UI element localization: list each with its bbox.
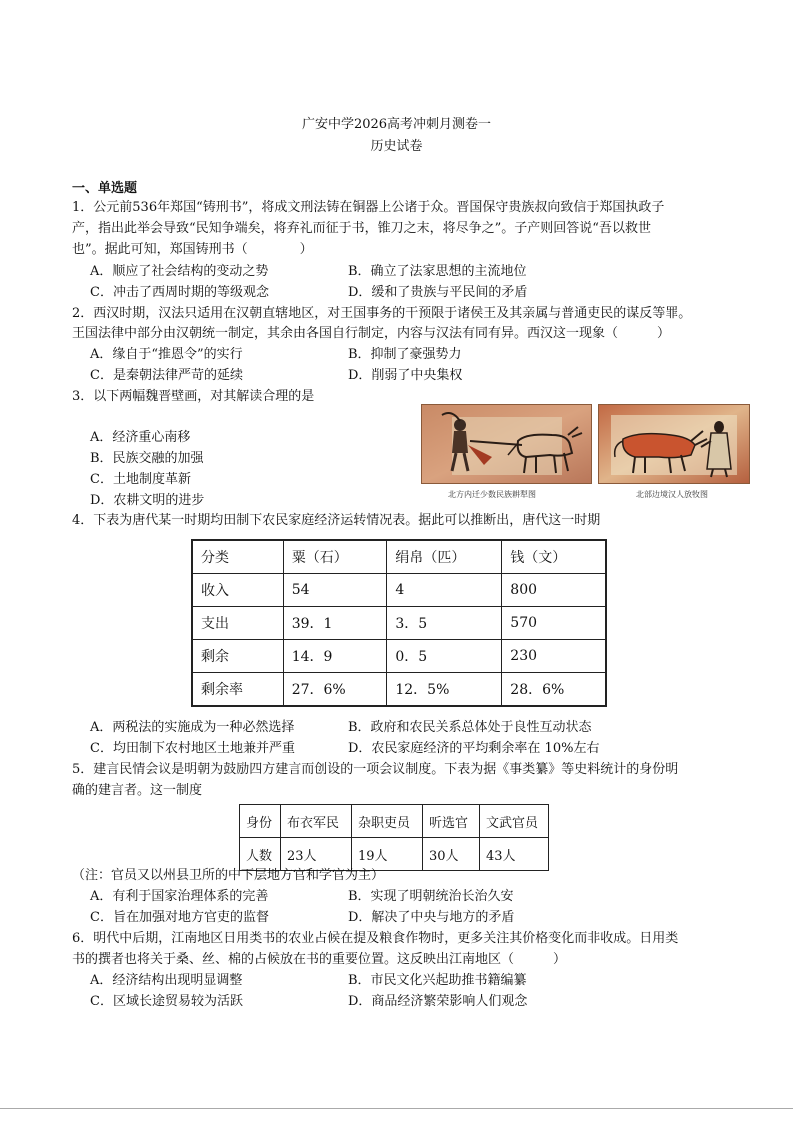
table-cell: 支出 [192, 607, 283, 640]
q3-option-a[interactable]: A．经济重心南移 [90, 430, 191, 445]
q6-text-line1: 6．明代中后期，江南地区日用类书的农业占候在提及粮食作物时，更多关注其价格变化而非收成。日用类 [72, 931, 679, 946]
q6-option-d[interactable]: D．商品经济繁荣影响人们观念 [348, 994, 528, 1009]
table-cell: 39．1 [283, 607, 387, 640]
table-header-cell: 分类 [192, 540, 283, 574]
q1-option-b[interactable]: B．确立了法家思想的主流地位 [348, 264, 527, 279]
table-cell: 43人 [480, 838, 549, 871]
q5-option-d[interactable]: D．解决了中央与地方的矛盾 [348, 910, 515, 925]
table-row [192, 607, 606, 640]
q2-option-a[interactable]: A．缘自于“推恩令”的实行 [90, 347, 243, 362]
table-cell: 54 [283, 574, 387, 607]
q1-option-c[interactable]: C．冲击了西周时期的等级观念 [90, 285, 269, 300]
q1-text-line2: 产，指出此举会导致“民知争端矣，将弃礼而征于书，锥刀之末，将尽争之”。子产则回答说“吾以救世 [72, 221, 651, 236]
exam-subtitle: 历史试卷 [370, 139, 423, 154]
q6-text-line2: 书的撰者也将关于桑、丝、棉的占候放在书的重要位置。这反映出江南地区（ ） [72, 952, 567, 967]
table-cell: 12．5% [387, 673, 502, 707]
table-cell: 3．5 [387, 607, 502, 640]
q4-option-d[interactable]: D．农民家庭经济的平均剩余率在 10%左右 [348, 741, 600, 756]
q4-economy-table [191, 539, 607, 707]
table-header-cell: 文武官员 [480, 805, 549, 838]
q6-option-b[interactable]: B．市民文化兴起助推书籍编纂 [348, 973, 527, 988]
table-cell: 剩余率 [192, 673, 283, 707]
table-header-cell: 杂职吏员 [352, 805, 423, 838]
plowing-scene-icon [422, 405, 591, 483]
q1-option-a[interactable]: A．顺应了社会结构的变动之势 [90, 264, 269, 279]
q5-note: （注：官员又以州县卫所的中下层地方官和学官为主） [72, 868, 385, 883]
q5-text-line2: 确的建言者。这一制度 [72, 783, 203, 798]
table-cell: 28．6% [502, 673, 606, 707]
table-cell: 4 [387, 574, 502, 607]
q6-option-a[interactable]: A．经济结构出现明显调整 [90, 973, 243, 988]
table-cell: 19人 [352, 838, 423, 871]
table-cell: 14．9 [283, 640, 387, 673]
q5-option-b[interactable]: B．实现了明朝统治长治久安 [348, 889, 514, 904]
herding-scene-icon [599, 405, 749, 483]
table-cell: 23人 [281, 838, 352, 871]
mural-herding-image [598, 404, 750, 484]
table-header-cell: 绢帛（匹） [387, 540, 502, 574]
table-header-row [240, 805, 549, 838]
q2-option-b[interactable]: B．抑制了豪强势力 [348, 347, 462, 362]
q5-proposer-table [239, 804, 549, 871]
mural-herding-caption: 北部边境汉人放牧图 [636, 490, 708, 499]
q5-option-a[interactable]: A．有利于国家治理体系的完善 [90, 889, 269, 904]
table-header-cell: 身份 [240, 805, 281, 838]
table-cell: 收入 [192, 574, 283, 607]
table-header-cell: 钱（文） [502, 540, 606, 574]
q1-text-line1: 1．公元前536年郑国“铸刑书”，将成文刑法铸在铜器上公诸于众。晋国保守贵族叔向致信于郑国执政子 [72, 200, 665, 215]
table-cell: 230 [502, 640, 606, 673]
table-header-cell: 粟（石） [283, 540, 387, 574]
table-cell: 0．5 [387, 640, 502, 673]
q4-option-a[interactable]: A．两税法的实施成为一种必然选择 [90, 720, 295, 735]
table-cell: 570 [502, 607, 606, 640]
q4-text-line1: 4．下表为唐代某一时期均田制下农民家庭经济运转情况表。据此可以推断出，唐代这一时期 [72, 513, 601, 528]
q2-text-line2: 王国法律中部分由汉朝统一制定，其余由各国自行制定，内容与汉法有同有异。西汉这一现象（ ） [72, 326, 671, 341]
mural-plowing-image [421, 404, 592, 484]
table-header-row [192, 540, 606, 574]
q4-option-b[interactable]: B．政府和农民关系总体处于良性互动状态 [348, 720, 592, 735]
table-header-cell: 布衣军民 [281, 805, 352, 838]
table-row [192, 673, 606, 707]
page-divider [0, 1108, 793, 1109]
q3-option-c[interactable]: C．土地制度革新 [90, 472, 191, 487]
q5-option-c[interactable]: C．旨在加强对地方官吏的监督 [90, 910, 269, 925]
table-cell: 人数 [240, 838, 281, 871]
q5-text-line1: 5．建言民情会议是明朝为鼓励四方建言而创设的一项会议制度。下表为据《事类纂》等史料统计的身份明 [72, 762, 679, 777]
q2-option-c[interactable]: C．是秦朝法律严苛的延续 [90, 368, 243, 383]
q1-text-line3: 也”。据此可知，郑国铸刑书（ ） [72, 242, 313, 257]
table-cell: 30人 [423, 838, 480, 871]
table-cell: 剩余 [192, 640, 283, 673]
exam-title: 广安中学2026高考冲刺月测卷一 [301, 117, 492, 132]
table-row [192, 574, 606, 607]
table-row [192, 640, 606, 673]
q2-option-d[interactable]: D．削弱了中央集权 [348, 368, 463, 383]
table-header-cell: 听选官 [423, 805, 480, 838]
section-heading: 一、单选题 [72, 181, 138, 196]
q1-option-d[interactable]: D．缓和了贵族与平民间的矛盾 [348, 285, 528, 300]
q3-option-b[interactable]: B．民族交融的加强 [90, 451, 204, 466]
table-cell: 27．6% [283, 673, 387, 707]
q6-option-c[interactable]: C．区域长途贸易较为活跃 [90, 994, 243, 1009]
q3-text-line1: 3．以下两幅魏晋壁画，对其解读合理的是 [72, 389, 315, 404]
table-cell: 800 [502, 574, 606, 607]
mural-plowing-caption: 北方内迁少数民族耕犁图 [448, 490, 536, 499]
q2-text-line1: 2．西汉时期，汉法只适用在汉朝直辖地区，对王国事务的干预限于诸侯王及其亲属与普通吏民的谋反等罪。 [72, 306, 692, 321]
q4-option-c[interactable]: C．均田制下农村地区土地兼并严重 [90, 741, 295, 756]
table-row [240, 838, 549, 871]
q3-option-d[interactable]: D．农耕文明的进步 [90, 493, 205, 508]
